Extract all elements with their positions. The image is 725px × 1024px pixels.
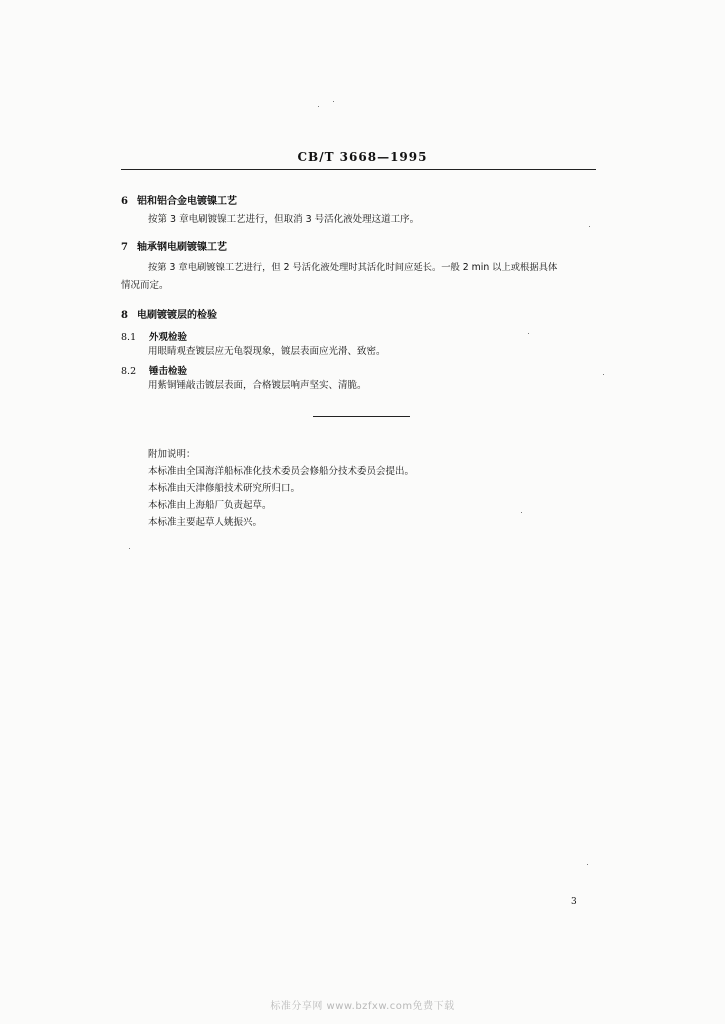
section-7-body-line2: 情况而定。 [121,280,169,291]
subsection-number: 8.2 [121,366,137,377]
scan-speck [318,106,319,107]
header-divider [121,169,596,170]
scan-speck [587,864,588,865]
section-8-heading [121,306,217,321]
section-number: 7 [121,242,128,253]
scan-speck [528,333,529,334]
section-6-heading [121,192,237,207]
subsection-8-1-body: 用眼睛观查镀层应无龟裂现象，镀层表面应光滑、致密。 [148,346,386,357]
end-of-text-rule [313,416,410,417]
subsection-8-1-heading [121,329,187,343]
section-number: 8 [121,310,128,321]
standard-code-header: CB/T 3668—1995 [297,150,428,164]
scan-speck [333,101,334,102]
section-title: 电刷镀镀层的检验 [137,310,217,321]
scan-speck [129,548,130,549]
section-7-body-line1: 按第 3 章电刷镀镍工艺进行，但 2 号活化液处理时其活化时间应延长。一般 2 min 以上或根据具体 [148,262,558,273]
notes-heading: 附加说明： [148,449,196,460]
subsection-8-2-body: 用紫铜锤敲击镀层表面，合格镀层响声坚实、清脆。 [148,380,367,391]
notes-line: 本标准由全国海洋船标准化技术委员会修船分技术委员会提出。 [148,466,415,477]
section-6-body: 按第 3 章电刷镀镍工艺进行，但取消 3 号活化液处理这道工序。 [148,214,420,225]
page-number: 3 [571,897,577,907]
section-number: 6 [121,196,128,207]
subsection-title: 锤击检验 [149,366,188,377]
section-title: 铝和铝合金电镀镍工艺 [137,196,237,207]
notes-line: 本标准由上海船厂负责起草。 [148,500,272,511]
section-title: 轴承钢电刷镀镍工艺 [137,242,227,253]
subsection-title: 外观检验 [149,332,188,343]
scan-speck [589,226,590,227]
notes-line: 本标准主要起草人姚振兴。 [148,517,263,528]
scan-speck [521,512,522,513]
site-watermark: 标准分享网 www.bzfxw.com免费下载 [270,1001,455,1012]
notes-line: 本标准由天津修船技术研究所归口。 [148,483,301,494]
scan-speck [603,374,604,375]
subsection-number: 8.1 [121,332,137,343]
subsection-8-2-heading [121,363,187,377]
section-7-heading [121,238,227,253]
